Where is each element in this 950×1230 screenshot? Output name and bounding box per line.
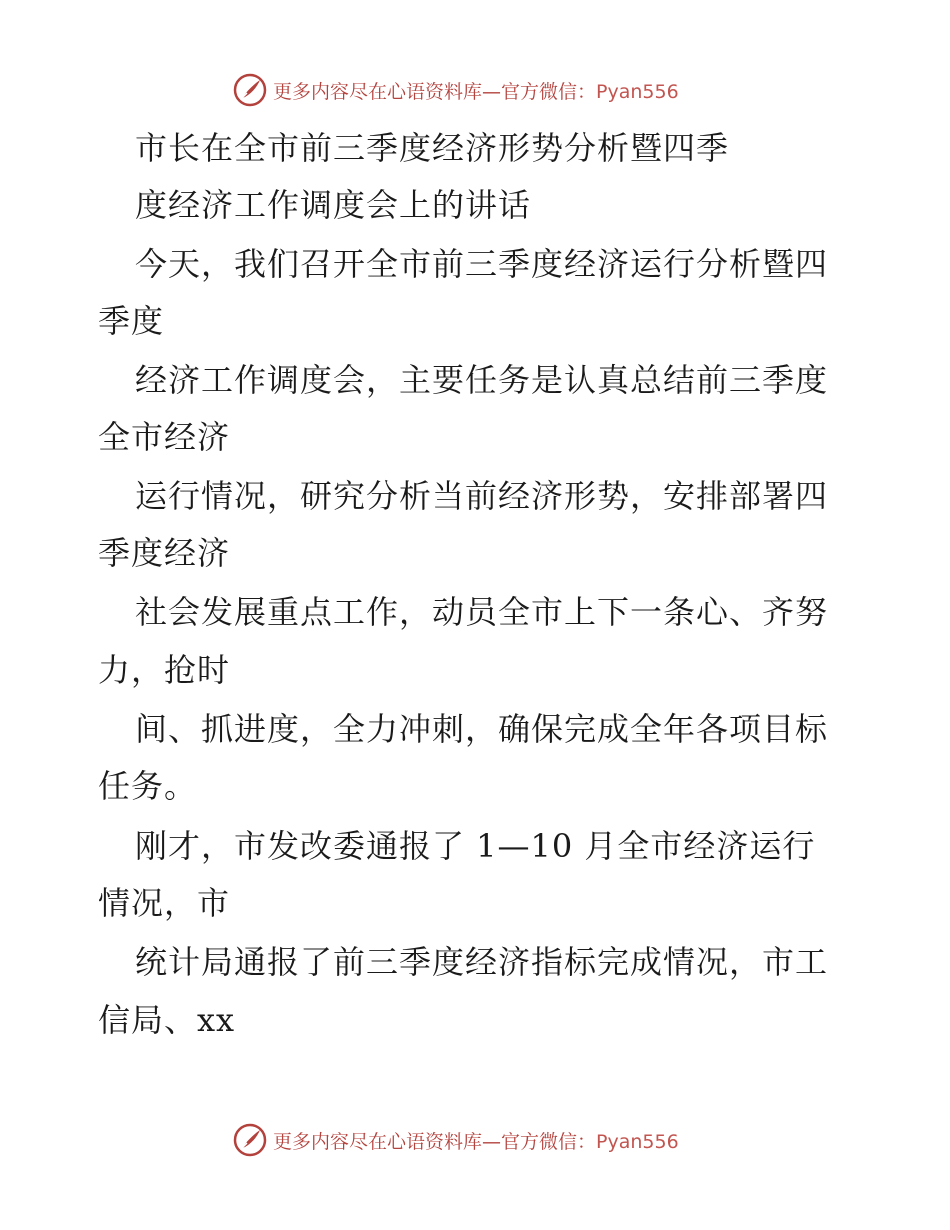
body-line: 全市经济 (98, 418, 231, 456)
body-line: 季度 (98, 302, 165, 340)
body-line: 经济工作调度会，主要任务是认真总结前三季度 (135, 361, 829, 399)
quill-logo-icon (233, 73, 267, 107)
body-line: 社会发展重点工作，动员全市上下一条心、齐努 (135, 593, 829, 631)
body-line: 统计局通报了前三季度经济指标完成情况，市工 (135, 943, 829, 981)
body-line: 运行情况，研究分析当前经济形势，安排部署四 (135, 477, 829, 515)
watermark-label: 更多内容尽在心语资料库—官方微信： (273, 1130, 597, 1153)
header-watermark (233, 72, 679, 108)
body-line: 季度经济 (98, 534, 231, 572)
body-line: 间、抓进度，全力冲刺，确保完成全年各项目标 (135, 710, 829, 748)
body-line: 力，抢时 (98, 651, 231, 689)
body-line: 今天，我们召开全市前三季度经济运行分析暨四 (135, 245, 829, 283)
footer-watermark (233, 1122, 679, 1158)
body-line: 信局、xx (98, 1001, 236, 1039)
watermark-text (273, 1127, 679, 1154)
document-title-line-2: 度经济工作调度会上的讲话 (135, 186, 532, 224)
watermark-text (273, 77, 679, 104)
body-line: 情况，市 (98, 884, 231, 922)
document-title-line-1: 市长在全市前三季度经济形势分析暨四季 (135, 129, 730, 167)
body-line: 刚才，市发改委通报了 1—10 月全市经济运行 (135, 827, 816, 865)
body-line: 任务。 (98, 767, 198, 805)
watermark-label: 更多内容尽在心语资料库—官方微信： (273, 80, 597, 103)
watermark-handle: Pyan556 (596, 1130, 679, 1153)
quill-logo-icon (233, 1123, 267, 1157)
watermark-handle: Pyan556 (596, 80, 679, 103)
